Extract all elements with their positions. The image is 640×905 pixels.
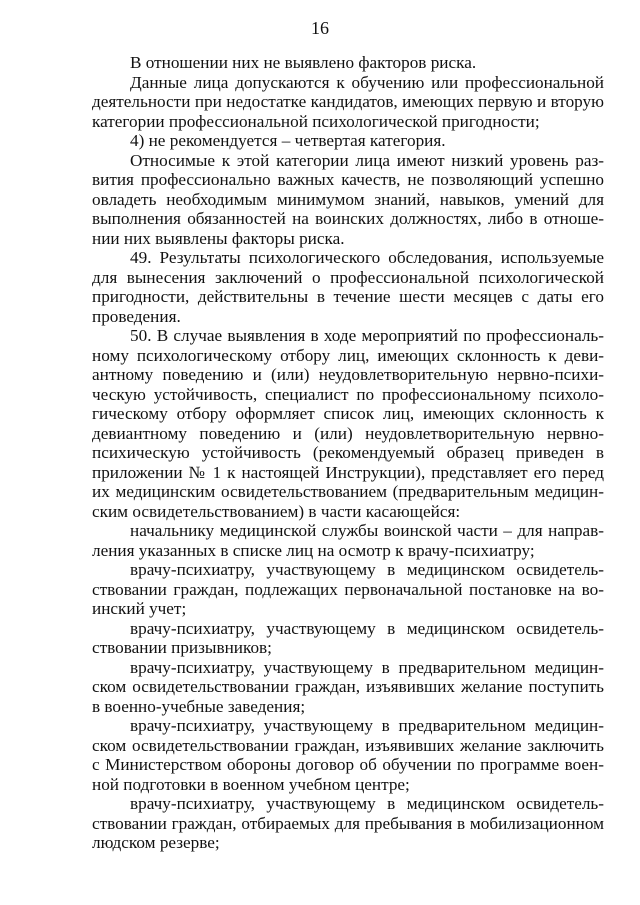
- paragraph-recipient-psychiatrist-training-center: врачу-психиатру, участвующему в предварительном медицинском освидетельствовании граждан, изъявивших желание заключить с Министерством обороны договор об обучении по программе военной подготовки в военном учебном центре;: [92, 716, 604, 794]
- page-number: 16: [311, 18, 329, 38]
- paragraph-item-50: 50. В случае выявления в ходе мероприятий по профессиональному психологическому отбору лиц, имеющих склонность к девиантному поведению и (или) неудовлетворительную нервно-психическую устойчивость, специалист по профессиональному психологическому отбору оформляет список лиц, имеющих склонность к девиантному поведению и (или) неудовлетворительную нервно-психическую устойчивость (рекомендуемый образец приведен в приложении № 1 к настоящей Инструкции), представляет его перед их медицинским освидетельствованием (предварительным медицинским освидетельствованием) в части касающейся:: [92, 326, 604, 521]
- paragraph-risk-factors-absent: В отношении них не выявлено факторов риска.: [130, 53, 477, 72]
- paragraph-category-4-description: Относимые к этой категории лица имеют низкий уровень развития профессионально важных качеств, не позволяющий успешно овладеть необходимым минимумом знаний, навыков, умений для выполнения обязанностей на воинских должностях, либо в отношении них выявлены факторы риска.: [92, 150, 604, 248]
- paragraph-recipient-psychiatrist-military-schools: врачу-психиатру, участвующему в предварительном медицинском освидетельствовании граждан, изъявивших желание поступить в военно-учебные заведения;: [92, 657, 604, 716]
- paragraph-category-4: 4) не рекомендуется – четвертая категория.: [130, 131, 446, 150]
- paragraph-item-49: 49. Результаты психологического обследования, используемые для вынесения заключений о профессиональной психологической пригодности, действительны в течение шести месяцев с даты его проведения.: [92, 248, 604, 326]
- paragraph-recipient-psychiatrist-reserve: врачу-психиатру, участвующему в медицинском освидетельствовании граждан, отбираемых для пребывания в мобилизационном людском резерве;: [92, 794, 604, 852]
- paragraph-admission-conditions: Данные лица допускаются к обучению или профессиональной деятельности при недостатке кандидатов, имеющих первую и вторую категории профессиональной психологической пригодности;: [92, 72, 604, 131]
- paragraph-recipient-medical-service-chief: начальнику медицинской службы воинской части – для направления указанных в списке лиц на осмотр к врачу-психиатру;: [92, 521, 604, 560]
- paragraph-recipient-psychiatrist-registration: врачу-психиатру, участвующему в медицинском освидетельствовании граждан, подлежащих первоначальной постановке на воинский учет;: [92, 560, 604, 618]
- paragraph-recipient-psychiatrist-conscripts: врачу-психиатру, участвующему в медицинском освидетельствовании призывников;: [92, 618, 604, 657]
- document-body: [92, 53, 604, 853]
